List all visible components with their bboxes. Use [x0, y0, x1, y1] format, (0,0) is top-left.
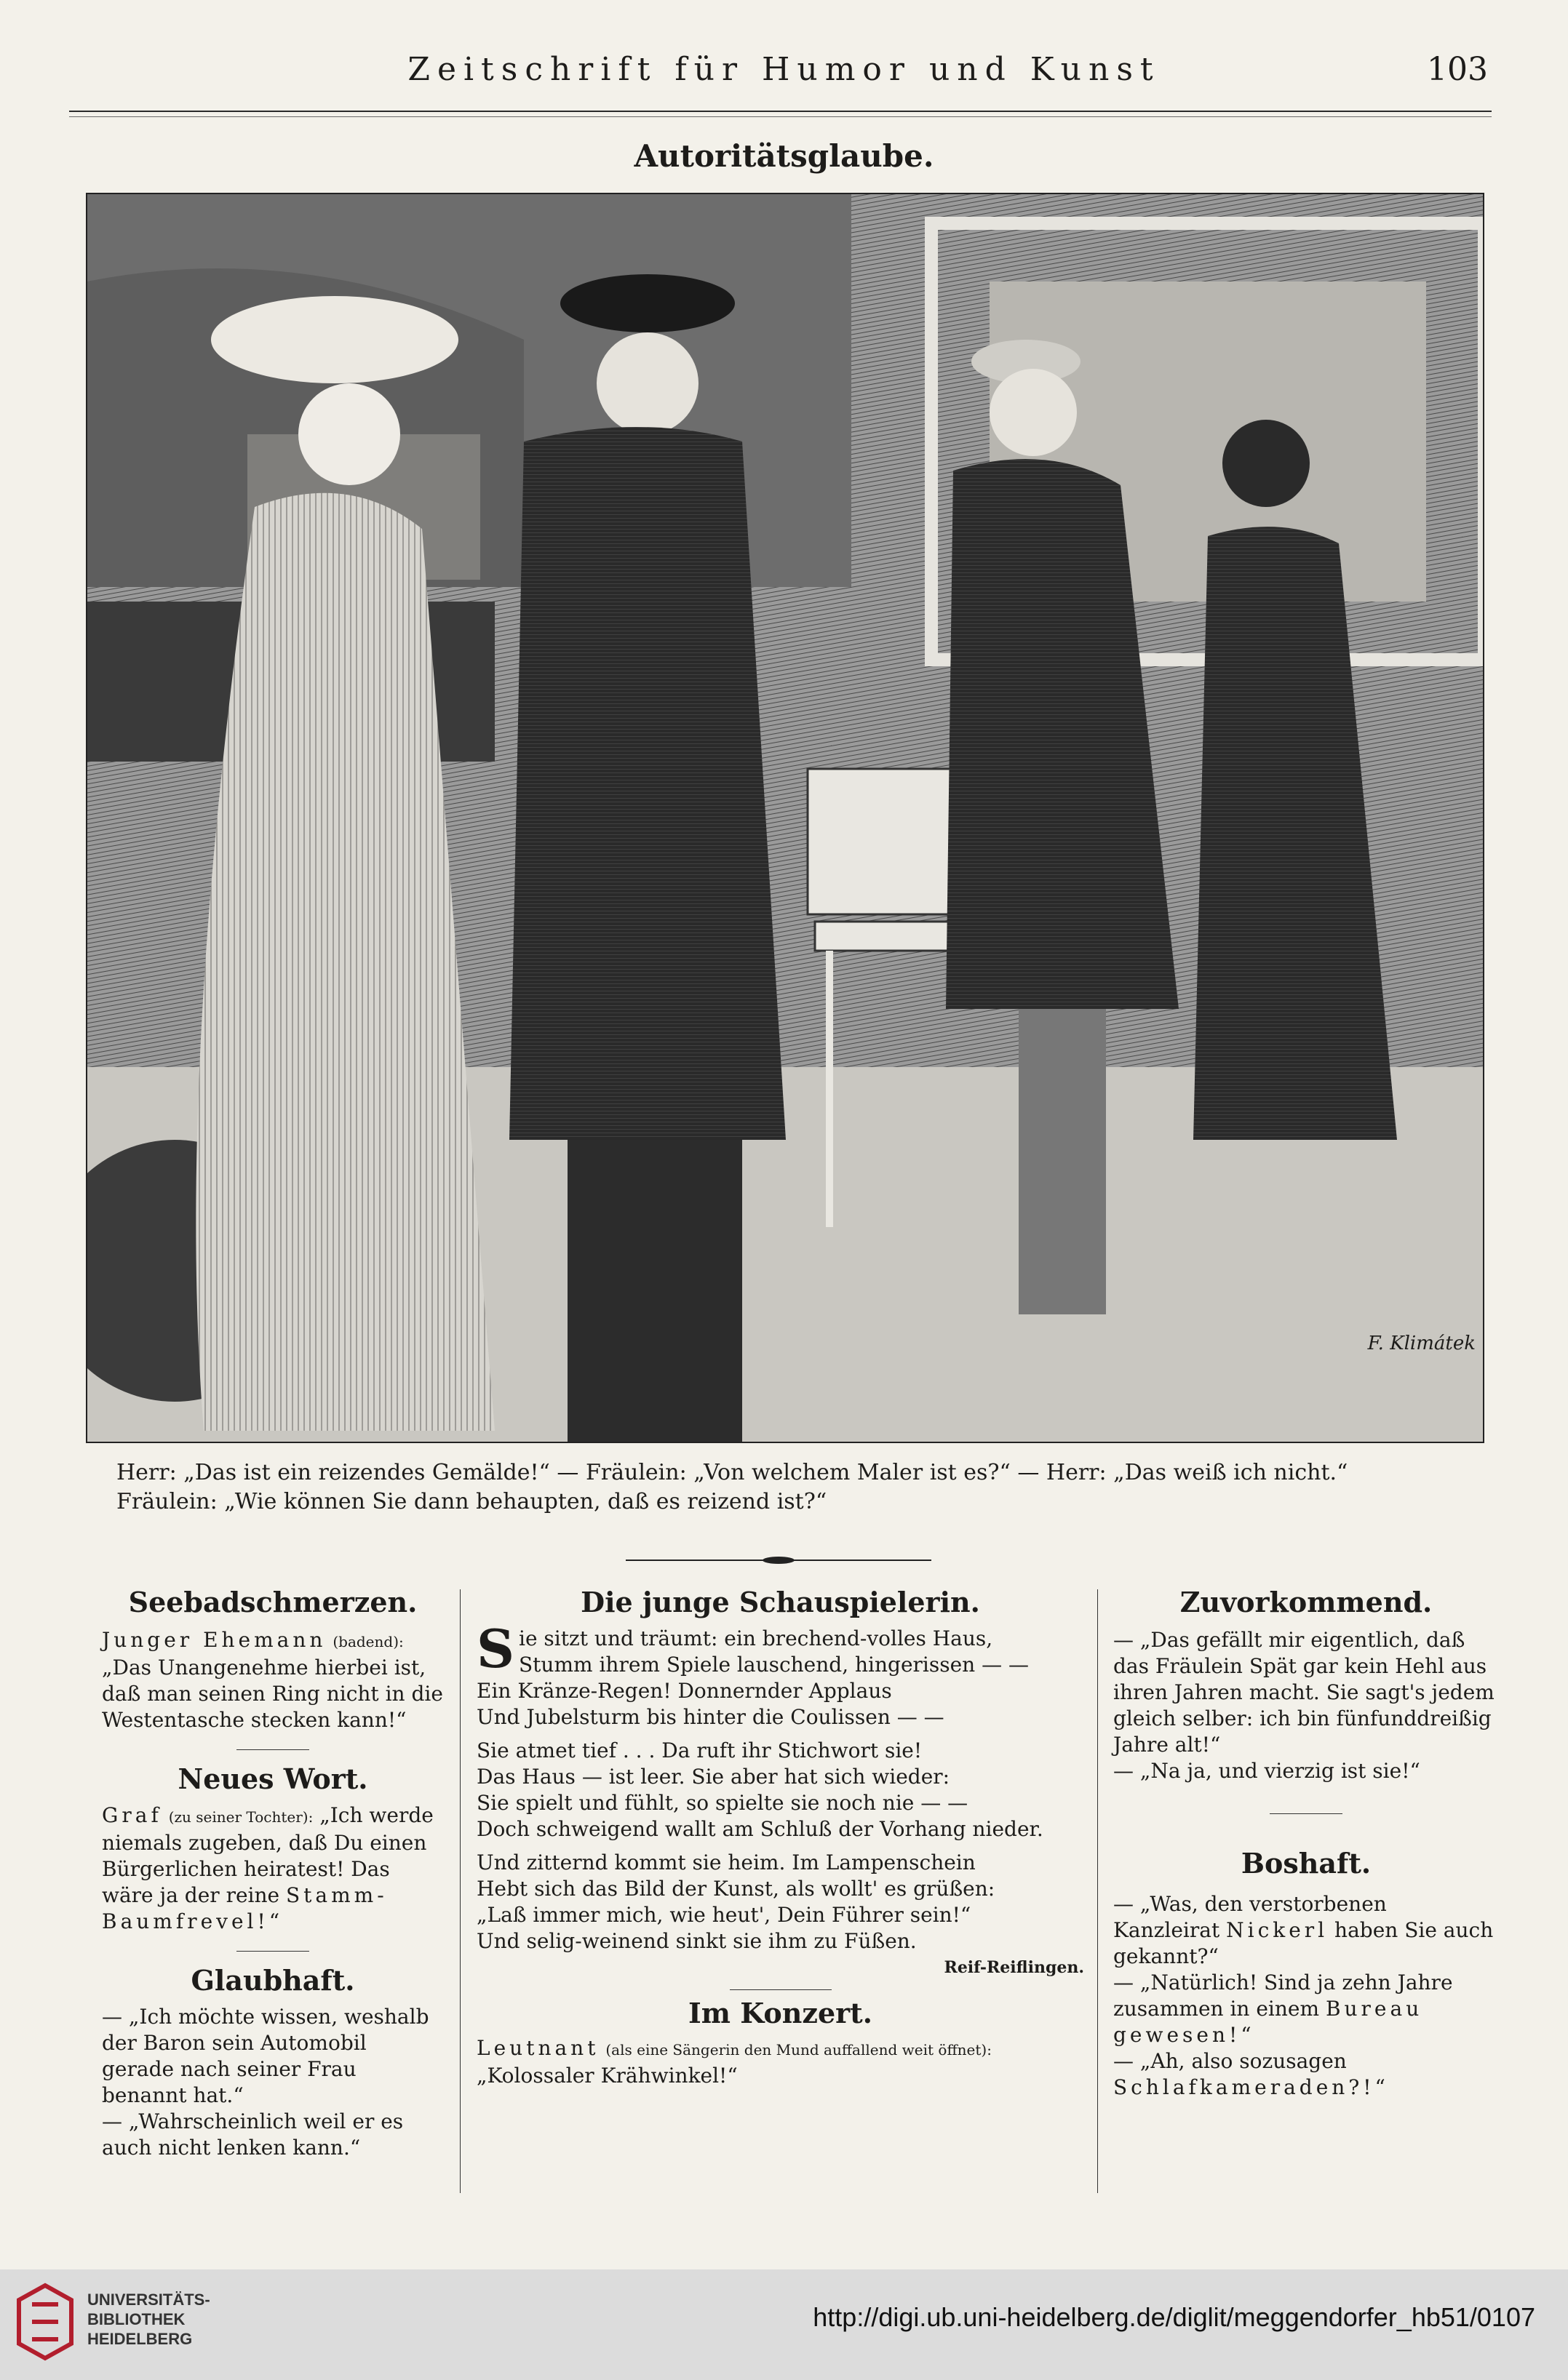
speaker-name: Leutnant	[477, 2036, 600, 2060]
poem-line: Und selig-weinend sinkt sie ihm zu Füßen.	[477, 1929, 917, 1953]
dialogue-text: — „Was, den verstorbenen Kanzleirat	[1113, 1892, 1387, 1942]
poem-line: Stumm ihrem Spiele lauschend, hingerissen — —	[519, 1653, 1030, 1677]
speaker-name: Junger Ehemann	[102, 1628, 327, 1652]
caption-line-1: Herr: „Das ist ein reizendes Gemälde!“ — Fräulein: „Von welchem Maler ist es?“ — Herr: „Das weiß ich nicht.“	[116, 1460, 1348, 1485]
section-rule	[236, 1951, 309, 1952]
heading-zuvorkommend: Zuvorkommend.	[1179, 1586, 1433, 1618]
source-url-link[interactable]: http://digi.ub.uni-heidelberg.de/diglit/meggendorfer_hb51/0107	[813, 2302, 1535, 2332]
column-right	[1113, 1586, 1499, 2101]
poem-author: Reif-Reiflingen.	[944, 1958, 1084, 1977]
dialogue-line	[1113, 2048, 1499, 2101]
dialogue-text: haben Sie auch gekannt?“	[1113, 1918, 1494, 1968]
poem-line: ie sitzt und träumt: ein brechend-volles Haus,	[519, 1626, 993, 1650]
dialogue-line	[1113, 1970, 1499, 2048]
header-rule-thin	[69, 116, 1492, 117]
anecdote-seebad	[102, 1627, 444, 1733]
heading-seebadschmerzen: Seebadschmerzen.	[128, 1586, 418, 1618]
dialogue-line: — „Na ja, und vierzig ist sie!“	[1113, 1759, 1420, 1783]
poem-line: Das Haus — ist leer. Sie aber hat sich wieder:	[477, 1765, 950, 1789]
stage-direction: (als eine Sängerin den Mund auffallend weit öffnet):	[605, 2041, 992, 2058]
dialogue-line: — „Ich möchte wissen, weshalb der Baron sein Automobil gerade nach seiner Frau benannt hat.“	[102, 2005, 429, 2107]
illustration	[86, 193, 1484, 1443]
poem-line: Doch schweigend wallt am Schluß der Vorhang nieder.	[477, 1817, 1043, 1841]
gallery-scene-drawing	[87, 194, 1483, 1442]
column-rule-left	[460, 1589, 461, 2193]
poem-line: Sie atmet tief . . . Da ruft ihr Stichwort sie!	[477, 1738, 923, 1762]
dialogue-line	[1113, 1891, 1499, 1970]
heading-im-konzert: Im Konzert.	[688, 1997, 872, 2029]
heading-glaubhaft: Glaubhaft.	[191, 1964, 355, 1997]
dialogue-line: — „Das gefällt mir eigentlich, daß das Fräulein Spät gar kein Hehl aus ihren Jahren macht. Sie sagt's jedem gleich selber: ich bin fünfunddreißig Jahre alt!“	[1113, 1628, 1495, 1757]
section-rule	[1270, 1813, 1342, 1814]
section-rule	[730, 1989, 832, 1990]
caption-line-2: Fräulein: „Wie können Sie dann behaupten, daß es reizend ist?“	[116, 1489, 827, 1514]
artist-signature: F. Klimátek	[1367, 1333, 1476, 1354]
emphasized-word: Nickerl	[1226, 1918, 1329, 1942]
heading-neues-wort: Neues Wort.	[178, 1762, 368, 1795]
poem-line: Und zitternd kommt sie heim. Im Lampenschein	[477, 1850, 976, 1874]
anecdote-konzert	[477, 2035, 1084, 2089]
header-rule	[69, 111, 1492, 112]
poem-line: „Laß immer mich, wie heut', Dein Führer sein!“	[477, 1903, 971, 1927]
running-header-title: Zeitschrift für Humor und Kunst	[407, 51, 1161, 88]
section-rule	[236, 1749, 309, 1750]
dialogue-text: — „Natürlich! Sind ja zehn Jahre zusammen in einem	[1113, 1970, 1453, 2021]
quote-text: „Ich werde niemals zugeben, daß Du einen Bürgerlichen heiratest! Das wäre ja der reine	[102, 1803, 434, 1907]
poem-line: Und Jubelsturm bis hinter die Coulissen — —	[477, 1705, 944, 1729]
logo-line: BIBLIOTHEK	[87, 2310, 186, 2328]
stage-direction: (badend):	[333, 1633, 404, 1650]
anecdote-neues-wort	[102, 1802, 444, 1935]
drop-cap: S	[477, 1618, 514, 1680]
ornament-divider	[626, 1557, 931, 1564]
logo-wordmark	[87, 2290, 210, 2349]
poem-line: Ein Kränze-Regen! Donnernder Applaus	[477, 1679, 892, 1703]
speaker-name: Graf	[102, 1803, 162, 1827]
heading-junge-schauspielerin: Die junge Schauspielerin.	[581, 1586, 980, 1618]
column-rule-right	[1097, 1589, 1098, 2193]
column-middle	[477, 1586, 1084, 2089]
emphasized-word: Schlafkameraden?!“	[1113, 2075, 1389, 2099]
logo-line: UNIVERSITÄTS-	[87, 2291, 210, 2309]
illustration-caption	[116, 1458, 1484, 1517]
poem	[477, 1618, 1084, 1954]
poem-line: Hebt sich das Bild der Kunst, als wollt' es grüßen:	[477, 1877, 995, 1901]
quote-text: „Kolossaler Krähwinkel!“	[477, 2064, 738, 2088]
article-title: Autoritätsglaube.	[634, 138, 934, 174]
emphasized-word: Stamm-Baumfrevel!“	[102, 1883, 388, 1933]
column-left	[102, 1586, 444, 2161]
dialogue-line: — „Wahrscheinlich weil er es auch nicht lenken kann.“	[102, 2109, 404, 2160]
university-library-logo-icon	[16, 2283, 74, 2361]
logo-line: HEIDELBERG	[87, 2330, 193, 2348]
quote-text: „Das Unangenehme hierbei ist, daß man seinen Ring nicht in die Westentasche stecken kann!“	[102, 1656, 443, 1732]
dialogue-text: — „Ah, also sozusagen	[1113, 2049, 1347, 2073]
poem-line: Sie spielt und fühlt, so spielte sie noch nie — —	[477, 1791, 968, 1815]
page-number: 103	[1427, 51, 1488, 88]
stage-direction: (zu seiner Tochter):	[168, 1808, 314, 1826]
heading-boshaft: Boshaft.	[1241, 1847, 1372, 1880]
emphasized-word: Bureau gewesen!“	[1113, 1997, 1423, 2047]
